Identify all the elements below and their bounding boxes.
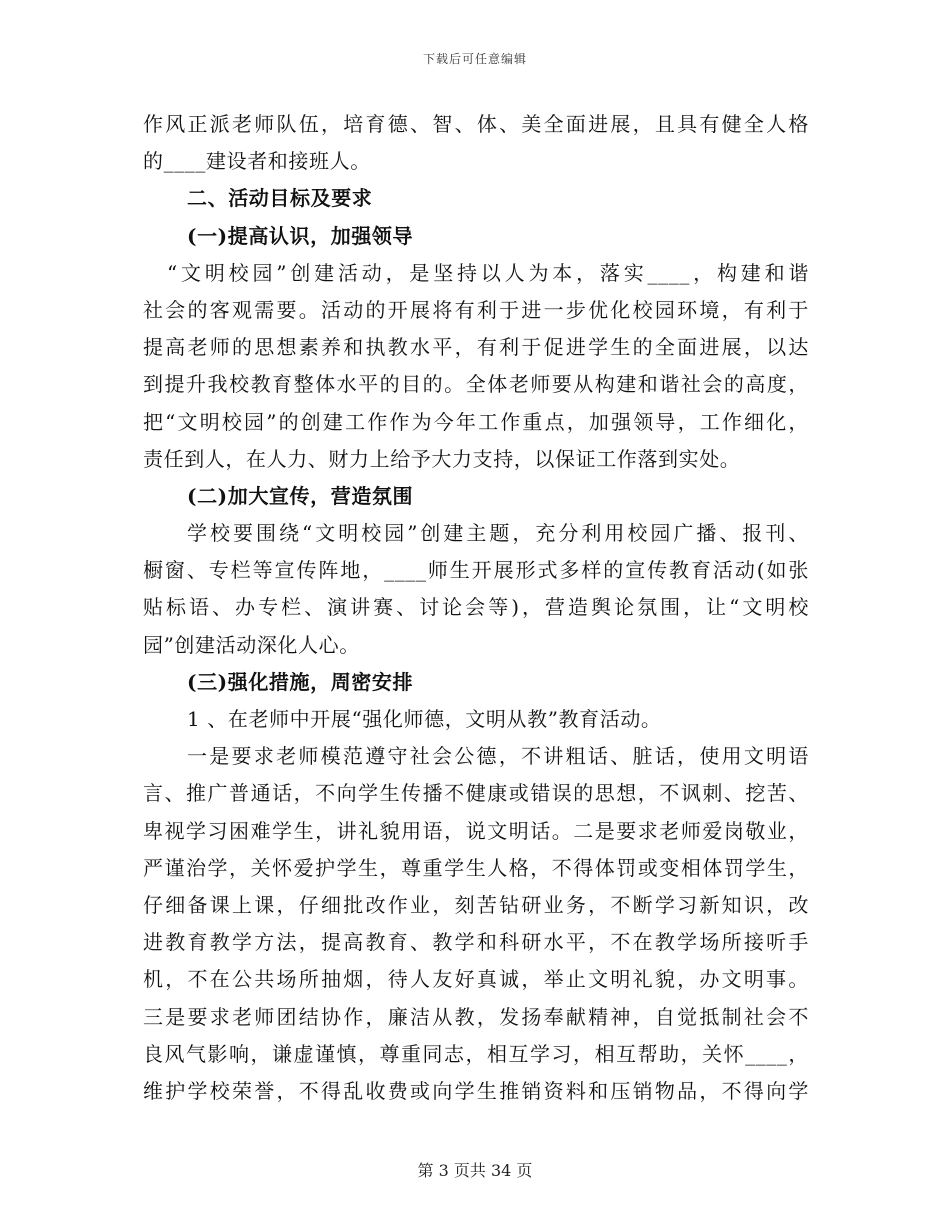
paragraph-line: 园”创建活动深化人心。	[143, 632, 360, 657]
paragraph-line: 提高老师的思想素养和执教水平，有利于促进学生的全面进展，以达	[143, 335, 809, 360]
paragraph-line: “文明校园”创建活动，是坚持以人为本，落实____，构建和谐	[167, 260, 809, 285]
paragraph-line: 一是要求老师模范遵守社会公德，不讲粗话、脏话，使用文明语	[187, 744, 809, 769]
paragraph-line: 严谨治学，关怀爱护学生，尊重学生人格，不得体罚或变相体罚学生，	[143, 855, 809, 880]
paragraph-line: 把“文明校园”的创建工作作为今年工作重点，加强领导，工作细化，	[143, 409, 809, 434]
page-number-footer: 第 3 页共 34 页	[417, 1161, 533, 1180]
paragraph-line: 橱窗、专栏等宣传阵地，____师生开展形式多样的宣传教育活动(如张	[143, 558, 809, 583]
paragraph-line: 良风气影响，谦虚谨慎，尊重同志，相互学习，相互帮助，关怀____，	[143, 1041, 809, 1066]
subsection-heading: (二)加大宣传，营造氛围	[187, 483, 414, 508]
subsection-heading: (一)提高认识，加强领导	[187, 223, 414, 248]
paragraph-line: 进教育教学方法，提高教育、教学和科研水平，不在教学场所接听手	[143, 930, 809, 955]
section-heading: 二、活动目标及要求	[187, 186, 373, 211]
page-header: 下载后可任意编辑	[422, 52, 527, 66]
paragraph-line: 三是要求老师团结协作，廉洁从教，发扬奉献精神，自觉抵制社会不	[143, 1004, 809, 1029]
paragraph-line: 社会的客观需要。活动的开展将有利于进一步优化校园环境，有利于	[143, 297, 809, 322]
paragraph-line: 言、推广普通话，不向学生传播不健康或错误的思想，不讽刺、挖苦、	[143, 781, 809, 806]
paragraph-line: 作风正派老师队伍，培育德、智、体、美全面进展，且具有健全人格	[143, 112, 809, 136]
paragraph-line: 1 、在老师中开展“强化师德，文明从教”教育活动。	[187, 707, 662, 731]
paragraph-line: 机，不在公共场所抽烟，待人友好真诚，举止文明礼貌，办文明事。	[143, 967, 809, 992]
paragraph-line: 维护学校荣誉，不得乱收费或向学生推销资料和压销物品，不得向学	[143, 1078, 809, 1103]
paragraph-line: 学校要围绕“文明校园”创建主题，充分利用校园广播、报刊、	[187, 521, 809, 546]
subsection-heading: (三)强化措施，周密安排	[187, 669, 414, 694]
paragraph-line: 贴标语、办专栏、演讲赛、讨论会等)，营造舆论氛围，让“文明校	[143, 595, 809, 620]
paragraph-line: 卑视学习困难学生，讲礼貌用语，说文明话。二是要求老师爱岗敬业，	[143, 818, 809, 843]
paragraph-line: 到提升我校教育整体水平的目的。全体老师要从构建和谐社会的高度，	[143, 372, 809, 397]
paragraph-line: 责任到人，在人力、财力上给予大力支持，以保证工作落到实处。	[143, 446, 741, 471]
paragraph-line: 仔细备课上课，仔细批改作业，刻苦钻研业务，不断学习新知识，改	[143, 892, 809, 917]
document-body	[143, 106, 809, 1110]
paragraph-line: 的____建设者和接班人。	[143, 149, 371, 174]
